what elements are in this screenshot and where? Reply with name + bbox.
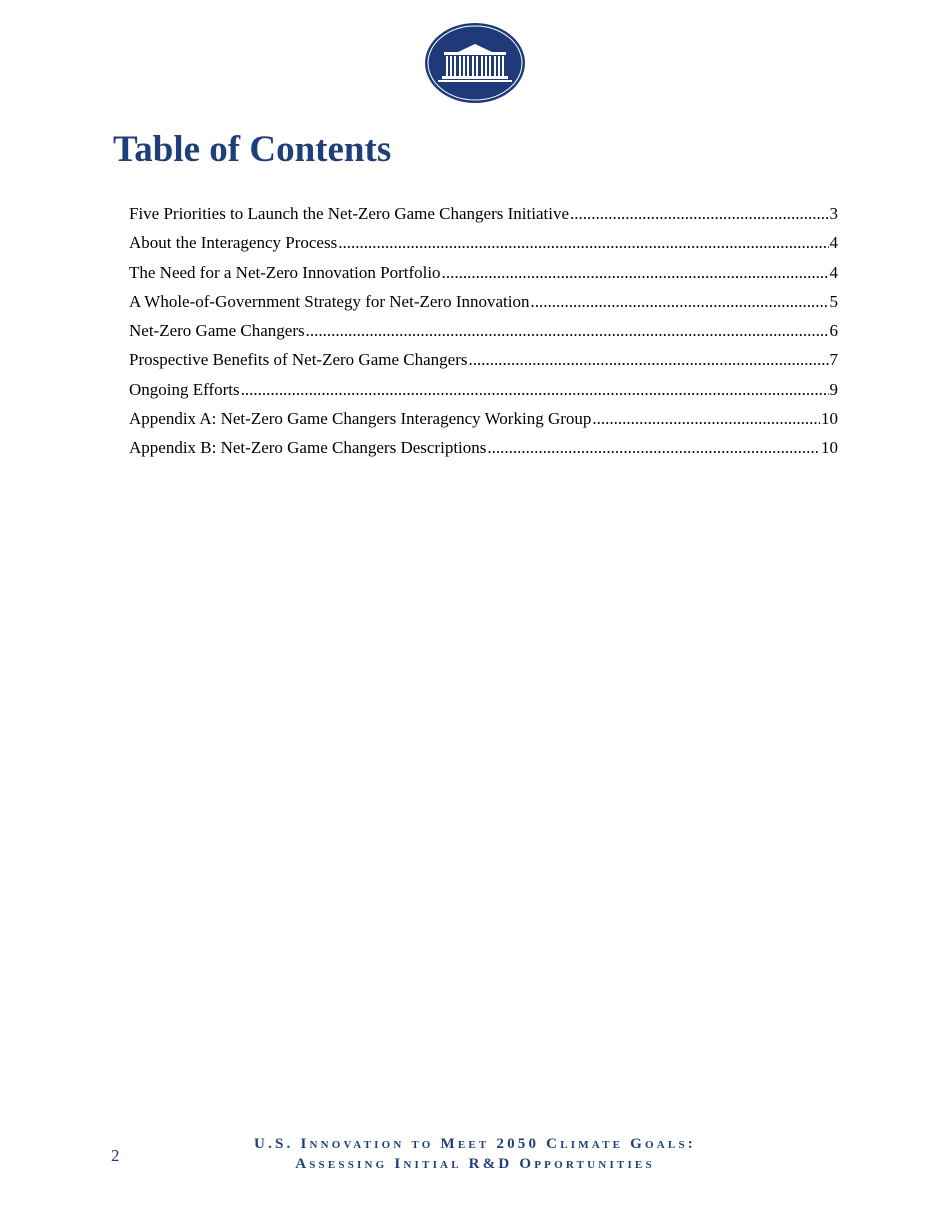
toc-entry[interactable]	[129, 433, 838, 462]
toc-dot-leader	[487, 433, 820, 462]
toc-entry-page: 7	[829, 350, 838, 370]
toc-entry[interactable]	[129, 404, 838, 433]
toc-dot-leader	[468, 345, 828, 374]
toc-entry-label: About the Interagency Process	[129, 233, 338, 253]
toc-entry-page: 3	[829, 204, 838, 223]
page-number: 2	[111, 1146, 120, 1165]
footer-title-line-2: Assessing Initial R&D Opportunities	[295, 1156, 655, 1172]
toc-entry[interactable]	[129, 375, 838, 404]
toc-entry[interactable]	[129, 258, 838, 287]
toc-entry-page: 10	[821, 438, 838, 458]
toc-entry-page: 4	[829, 262, 838, 282]
toc-dot-leader	[442, 258, 829, 287]
table-of-contents	[129, 199, 838, 463]
toc-dot-leader	[338, 228, 828, 257]
toc-entry-label: Prospective Benefits of Net-Zero Game Changers	[129, 350, 468, 370]
footer-title-line-1: U.S. Innovation to Meet 2050 Climate Goals:	[254, 1136, 696, 1152]
toc-entry-label: Ongoing Efforts	[129, 379, 240, 399]
toc-dot-leader	[241, 375, 829, 404]
toc-entry-label: Appendix B: Net-Zero Game Changers Descriptions	[129, 438, 487, 458]
toc-entry-page: 4	[829, 233, 838, 253]
toc-entry-page: 6	[829, 321, 838, 341]
document-footer	[160, 1134, 790, 1174]
toc-entry[interactable]	[129, 345, 838, 374]
toc-entry-label: Net-Zero Game Changers	[129, 321, 305, 341]
toc-entry-label: The Need for a Net-Zero Innovation Portfolio	[129, 262, 441, 282]
toc-entry-label: Five Priorities to Launch the Net-Zero Game Changers Initiative	[129, 204, 569, 223]
toc-dot-leader	[570, 199, 829, 228]
toc-entry-label: Appendix A: Net-Zero Game Changers Interagency Working Group	[129, 409, 592, 429]
toc-dot-leader	[530, 287, 828, 316]
toc-entry[interactable]	[129, 316, 838, 345]
toc-entry-page: 9	[829, 379, 838, 399]
toc-entry[interactable]	[129, 199, 838, 228]
toc-entry-label: A Whole-of-Government Strategy for Net-Zero Innovation	[129, 291, 530, 311]
toc-entry[interactable]	[129, 228, 838, 257]
toc-entry-page: 5	[829, 291, 838, 311]
toc-entry-page: 10	[821, 409, 838, 429]
toc-dot-leader	[592, 404, 820, 433]
page-title: Table of Contents	[113, 129, 392, 170]
toc-dot-leader	[306, 316, 829, 345]
white-house-seal-icon	[424, 22, 526, 104]
toc-entry[interactable]	[129, 287, 838, 316]
